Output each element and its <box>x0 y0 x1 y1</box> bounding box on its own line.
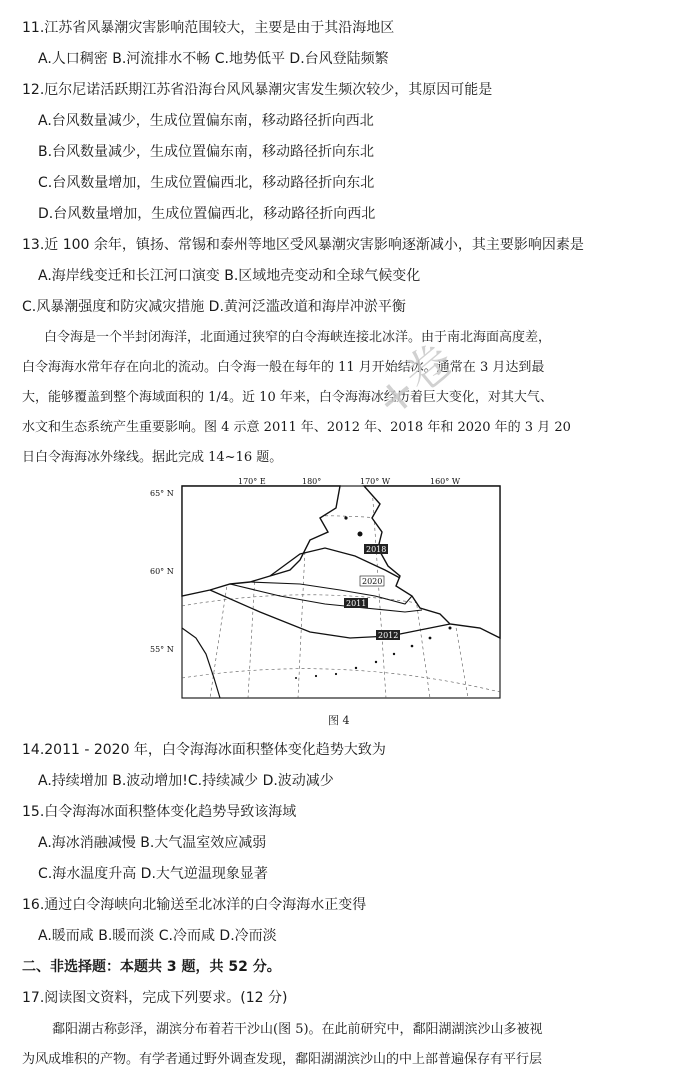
question-13-options-ab: A.海岸线变迁和长江河口演变 B.区域地壳变动和全球气候变化 <box>38 268 421 284</box>
lat-label-55n: 55° N <box>150 645 174 654</box>
lon-label-160w: 160° W <box>430 478 461 486</box>
passage-line-3: 大，能够覆盖到整个海域面积的 1/4。近 10 年来，白令海海冰经历着巨大变化，对其大气、 <box>22 390 553 405</box>
question-14-options: A.持续增加 B.波动增加!C.持续减少 D.波动减少 <box>38 773 334 789</box>
watermark: +卷 <box>363 332 464 429</box>
passage-line-4: 水文和生态系统产生重要影响。图 4 示意 2011 年、2012 年、2018 年和 2020 年的 3 月 20 <box>22 420 571 435</box>
section-title: 二、非选择题：本题共 3 题，共 52 分。 <box>22 959 281 975</box>
question-15-options-ab: A.海冰消融减慢 B.大气温室效应减弱 <box>38 835 267 851</box>
passage-line-5: 日白令海海冰外缘线。据此完成 14~16 题。 <box>22 450 283 465</box>
figure-caption: 图 4 <box>328 714 350 727</box>
question-16-options: A.暖而咸 B.暖而淡 C.冷而咸 D.冷而淡 <box>38 928 277 944</box>
passage2-line-2: 为风成堆积的产物。有学者通过野外调查发现，鄱阳湖湖滨沙山的中上部普遍保存有平行层 <box>22 1052 543 1067</box>
question-15-options-cd: C.海水温度升高 D.大气逆温现象显著 <box>38 866 268 882</box>
question-11: 11.江苏省风暴潮灾害影响范围较大，主要是由于其沿海地区 <box>22 20 395 36</box>
label-2011: 2011 <box>346 599 367 608</box>
question-14: 14.2011 - 2020 年，白令海海冰面积整体变化趋势大致为 <box>22 742 386 758</box>
lon-label-170w: 170° W <box>360 478 391 486</box>
passage2-line-1: 鄱阳湖古称彭泽，湖滨分布着若干沙山(图 5)。在此前研究中，鄱阳湖湖滨沙山多被视 <box>52 1022 543 1037</box>
lat-label-65n: 65° N <box>150 489 174 498</box>
lon-label-180: 180° <box>302 478 322 486</box>
question-11-options: A.人口稠密 B.河流排水不畅 C.地势低平 D.台风登陆频繁 <box>38 51 389 67</box>
question-12-option-c: C.台风数量增加，生成位置偏西北，移动路径折向东北 <box>38 175 375 191</box>
question-16: 16.通过白令海峡向北输送至北冰洋的白令海海水正变得 <box>22 897 367 913</box>
passage-line-2: 白令海海水常年存在向北的流动。白令海一般在每年的 11 月开始结冰。通常在 3 月达到最 <box>22 360 545 375</box>
label-2020: 2020 <box>362 577 383 586</box>
passage-line-1: 白令海是一个半封闭海洋，北面通过狭窄的白令海峡连接北冰洋。由于南北海面高度差， <box>44 330 552 345</box>
lat-label-60n: 60° N <box>150 567 174 576</box>
label-2012: 2012 <box>378 631 399 640</box>
question-15: 15.白令海海冰面积整体变化趋势导致该海域 <box>22 804 297 820</box>
label-2018: 2018 <box>366 545 387 554</box>
question-12-option-b: B.台风数量减少，生成位置偏东南，移动路径折向东北 <box>38 144 375 160</box>
bering-sea-ice-map <box>150 478 506 712</box>
question-12-option-a: A.台风数量减少，生成位置偏东南，移动路径折向西北 <box>38 113 374 129</box>
question-12-option-d: D.台风数量增加，生成位置偏西北，移动路径折向西北 <box>38 206 376 222</box>
lon-label-170e: 170° E <box>238 478 266 486</box>
question-12: 12.厄尔尼诺活跃期江苏省沿海台风风暴潮灾害发生频次较少，其原因可能是 <box>22 82 493 98</box>
question-13: 13.近 100 余年，镇扬、常锡和泰州等地区受风暴潮灾害影响逐渐减小，其主要影响因素是 <box>22 237 584 253</box>
question-13-options-cd: C.风暴潮强度和防灾减灾措施 D.黄河泛滥改道和海岸冲淤平衡 <box>22 299 406 315</box>
question-17: 17.阅读图文资料，完成下列要求。(12 分) <box>22 990 288 1006</box>
